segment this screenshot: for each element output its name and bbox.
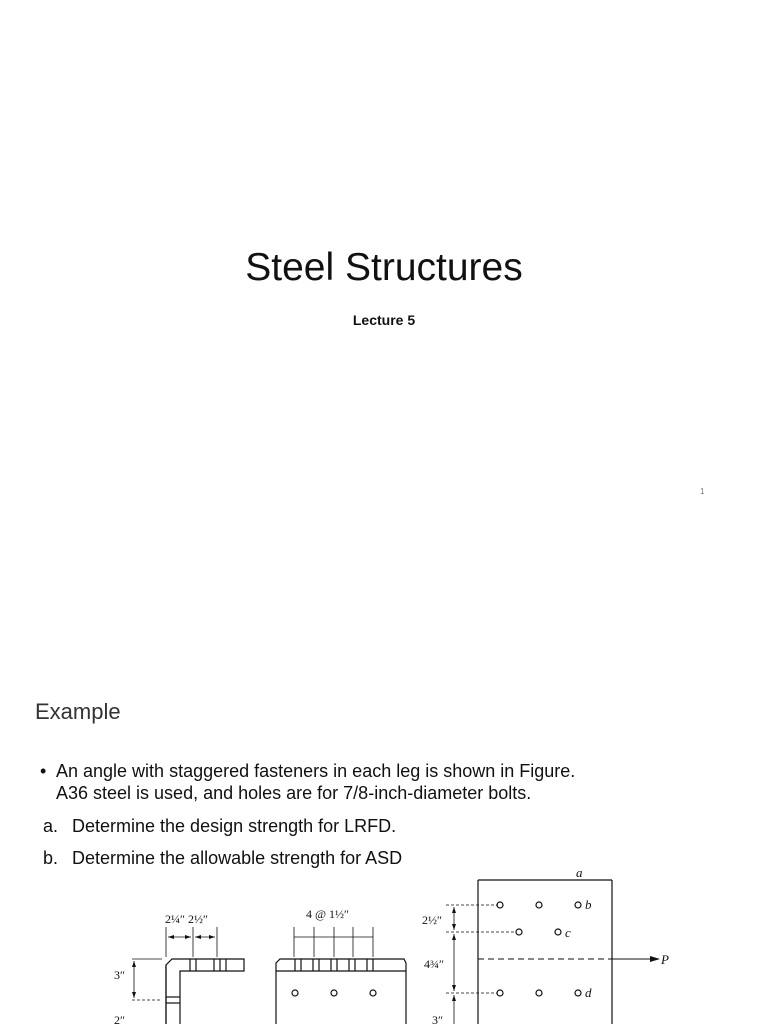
list-item-a: [43, 815, 396, 837]
bullet-line-2: [40, 782, 740, 804]
point-label-b: b: [585, 897, 592, 912]
dim-label-top-left: 2¼″ 2½″: [165, 912, 208, 926]
bullet-line-1: [40, 760, 740, 782]
dim-label-right-a: 2½″: [422, 913, 442, 927]
point-label-a: a: [576, 865, 583, 880]
angle-side-view: [276, 927, 406, 1024]
bullet-icon: •: [40, 761, 47, 781]
bullet-text-line-1: An angle with staggered fasteners in each leg is shown in Figure.: [56, 761, 576, 781]
slide-heading: Example: [35, 699, 121, 724]
slide-title: Steel Structures: [245, 246, 523, 289]
slide-subtitle: Lecture 5: [352, 312, 416, 328]
item-text-a: Determine the design strength for LRFD.: [72, 816, 397, 836]
angle-section-view: [132, 927, 244, 1024]
bullet-text-line-2: A36 steel is used, and holes are for 7/8-inch-diameter bolts.: [56, 783, 532, 803]
angle-fastener-figure: [0, 865, 768, 1024]
dim-label-right-c: 3″: [432, 1013, 443, 1024]
page-number: 1: [700, 487, 705, 496]
bullet-paragraph: [40, 760, 740, 804]
list-item-b: [43, 847, 402, 869]
dim-label-left-3: 3″: [114, 968, 125, 982]
item-letter-b: b.: [43, 848, 59, 868]
dim-label-right-b: 4¾″: [424, 957, 444, 971]
unfolded-plate-view: [446, 880, 650, 1024]
example-slide: [0, 680, 768, 1024]
item-letter-a: a.: [43, 816, 59, 836]
item-text-b: Determine the allowable strength for ASD: [72, 848, 403, 868]
dim-label-left-2: 2″: [114, 1013, 125, 1024]
load-label-p: P: [661, 952, 669, 967]
point-label-d: d: [585, 985, 592, 1000]
dim-label-top-mid: 4 @ 1½″: [306, 907, 350, 921]
point-label-c: c: [565, 925, 571, 940]
